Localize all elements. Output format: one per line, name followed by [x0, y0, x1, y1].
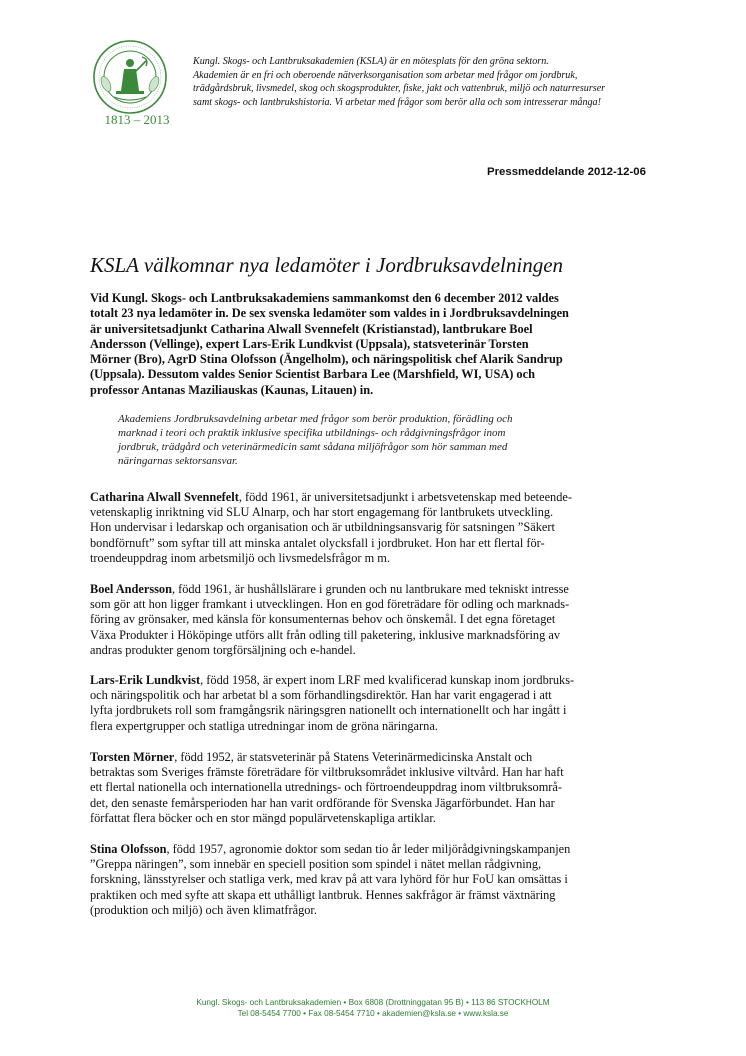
bio-line: föring av grönsaker, med känsla för konsumenternas behov och önskemål. I det egna företaget	[90, 612, 556, 627]
bio-line: Hon undervisar i ledarskap och organisation och är utbildningsansvarig för satsningen ”Säkert	[90, 520, 555, 535]
lead-line: professor Antanas Maziliauskas (Kaunas, Litauen) in.	[90, 382, 374, 397]
bio-line: författat flera böcker och en stor mängd populärvetenskapliga artiklar.	[90, 810, 436, 825]
bio-paragraph	[90, 750, 650, 826]
intro-text	[193, 55, 723, 109]
bio-line: lyfta jordbrukets roll som framgångsrik näringsgren nationellt och internationellt och har ingått i	[90, 703, 567, 718]
bio-text: , född 1957, agronomie doktor som sedan tio år leder miljörådgivningskampanjen	[166, 842, 571, 856]
bio-line	[90, 842, 650, 857]
footer-phone-web: Tel 08-5454 7700 • Fax 08-5454 7710 • akademien@ksla.se • www.ksla.se	[237, 1009, 509, 1018]
bio-line: ”Greppa näringen”, som innebär en speciell position som spindel i nätet mellan rådgivning,	[90, 857, 542, 872]
quote-line: marknad i teori och praktik inklusive specifika utbildnings- och rådgivningsfrågor inom	[118, 426, 506, 439]
bio-line	[90, 582, 650, 597]
bio-text: , född 1952, är statsveterinär på Statens Veterinärmedicinska Anstalt och	[174, 750, 533, 764]
bio-line: bondförnuft” som syftar till att minska antalet olycksfall i jordbruket. Hon har ett flertal för-	[90, 535, 545, 550]
bio-line	[90, 673, 650, 688]
press-release-date: Pressmeddelande 2012-12-06	[487, 166, 646, 178]
bio-line	[90, 490, 650, 505]
member-name: Torsten Mörner	[90, 750, 175, 764]
anniversary-years: 1813 – 2013	[104, 112, 170, 127]
lead-line: Mörner (Bro), AgrD Stina Olofsson (Ängelholm), och näringspolitisk chef Alarik Sandrup	[90, 352, 563, 367]
member-name: Catharina Alwall Svennefelt	[90, 490, 239, 504]
bio-text: , född 1961, är hushållslärare i grunden och nu lantbrukare med tekniskt intresse	[171, 582, 569, 596]
bio-paragraph	[90, 582, 650, 658]
member-name: Lars-Erik Lundkvist	[90, 673, 201, 687]
bio-line: Växa Produkter i Hököpinge utförs allt från odling till paketering, inklusive marknadsföring av	[90, 627, 560, 642]
intro-line: samt skogs- och lantbrukshistoria. Vi arbetar med frågor som berör alla och som intresserar många!	[193, 96, 601, 108]
intro-line: trädgårdsbruk, livsmedel, skog och skogsprodukter, fiske, jakt och vattenbruk, miljö och naturresurser	[193, 83, 606, 94]
bio-line	[90, 750, 650, 765]
lead-line: totalt 23 nya ledamöter in. De sex svenska ledamöter som valdes in i Jordbruksavdelningen	[90, 306, 569, 321]
lead-line: Vid Kungl. Skogs- och Lantbruksakademiens sammankomst den 6 december 2012 valdes	[90, 291, 559, 305]
bio-line: flera expertgrupper och statliga utredningar inom de gröna näringarna.	[90, 718, 438, 733]
lead-paragraph	[90, 291, 650, 398]
bio-paragraph	[90, 842, 650, 918]
quote-line: jordbruk, trädgård och veterinärmedicin samt sådana miljöfrågor som hör samman med	[118, 440, 508, 453]
lead-line: (Uppsala). Dessutom valdes Senior Scientist Barbara Lee (Marshfield, WI, USA) och	[90, 367, 535, 382]
footer-contact	[0, 997, 746, 1019]
lead-line: Andersson (Vellinge), expert Lars-Erik Lundkvist (Uppsala), statsveterinär Torsten	[90, 336, 529, 351]
bio-line: troendeuppdrag inom arbetsmiljö och livsmedelsfrågor m m.	[90, 550, 390, 565]
member-name: Boel Andersson	[90, 582, 172, 596]
footer-address: Kungl. Skogs- och Lantbruksakademien • Box 6808 (Drottninggatan 95 B) • 113 86 STOCKHOLM	[196, 998, 550, 1007]
bio-paragraph	[90, 673, 650, 734]
ksla-logo	[92, 39, 168, 115]
bio-line: det, den senaste femårsperioden har han varit ordförande för Svenska Jägarförbundet. Han har	[90, 795, 555, 810]
quote-line: Akademiens Jordbruksavdelning arbetar med frågor som berör produktion, förädling och	[118, 413, 513, 425]
quote-line: näringarnas sektorsansvar.	[118, 454, 238, 467]
bio-text: , född 1961, är universitetsadjunkt i arbetsvetenskap med beteende-	[238, 490, 572, 504]
bio-line: forskning, länsstyrelser och statliga verk, med krav på att vara lyhörd för hur FoU kan omsättas i	[90, 872, 568, 887]
bio-line: ett flertal nationella och internationella utrednings- och förtroendeuppdrag inom viltbruksområ-	[90, 780, 562, 795]
bio-text: , född 1958, är expert inom LRF med kvalificerad kunskap inom jordbruks-	[200, 673, 575, 687]
bio-line: vetenskaplig inriktning vid SLU Alnarp, och har stort engagemang för lantbrukets utveckling.	[90, 505, 554, 520]
bio-paragraph	[90, 490, 650, 566]
bio-line: och näringspolitik och har arbetat bl a som förhandlingsdirektör. Han har varit engagerad i att	[90, 688, 552, 703]
bio-line: andras produkter genom torgförsäljning och e-handel.	[90, 642, 356, 657]
lead-line: är universitetsadjunkt Catharina Alwall Svennefelt (Kristianstad), lantbrukare Boel	[90, 321, 533, 336]
intro-line: Kungl. Skogs- och Lantbruksakademien (KSLA) är en mötesplats för den gröna sektorn.	[193, 56, 549, 67]
bio-line: (produktion och miljö) och även klimatfrågor.	[90, 902, 317, 917]
member-name: Stina Olofsson	[90, 842, 167, 856]
page-title: KSLA välkomnar nya ledamöter i Jordbruksavdelningen	[90, 253, 564, 277]
bio-line: som gör att hon ligger framkant i utvecklingen. Hon en god företrädare för odling och marknads-	[90, 597, 570, 612]
bio-line: betraktas som Sveriges främste företrädare för viltbruksområdet inklusive viltvård. Han har haft	[90, 765, 564, 780]
bio-line: praktiken och med syfte att skapa ett uthålligt lantbruk. Hennes sakfrågor är främst växtnäring	[90, 887, 556, 902]
quote-paragraph	[118, 413, 638, 469]
intro-line: Akademien är en fri och oberoende nätverksorganisation som arbetar med frågor om jordbruk,	[193, 69, 578, 81]
